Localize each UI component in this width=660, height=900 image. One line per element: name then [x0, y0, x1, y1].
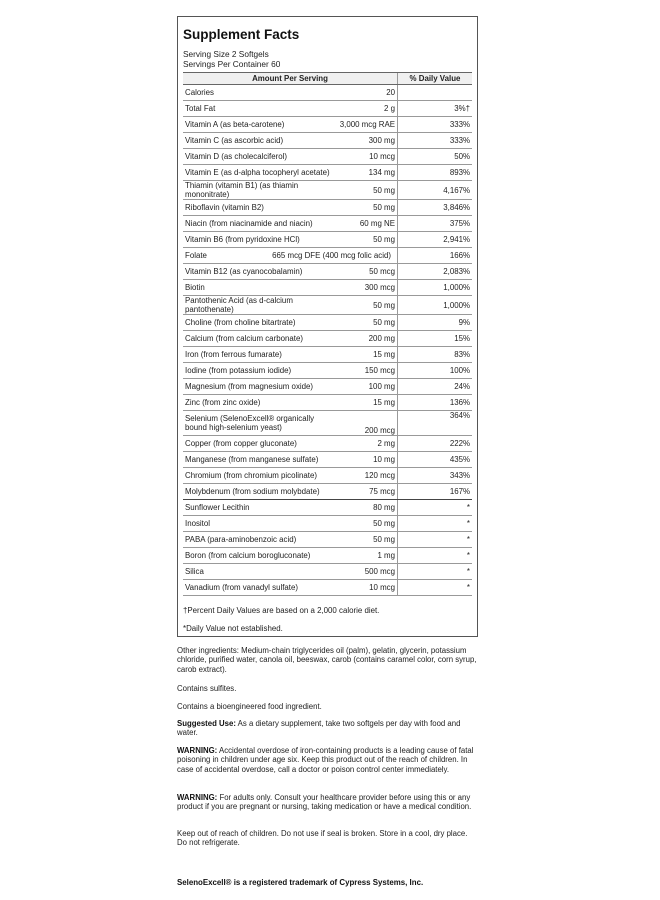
- adults-warning-text: For adults only. Consult your healthcare provider before using this or any product if you are pregnant or nursing, taking medication or have a medical condition.: [177, 793, 472, 812]
- nutrient-amount: 50 mg: [338, 232, 398, 248]
- facts-row: [183, 580, 472, 596]
- nutrient-daily-value: 2,941%: [398, 232, 473, 248]
- nutrient-amount: 2 mg: [338, 436, 398, 452]
- nutrient-name: Riboflavin (vitamin B2): [183, 200, 338, 216]
- nutrient-amount: 50 mg: [338, 315, 398, 331]
- suggested-use-text: As a dietary supplement, take two softgels per day with food and water.: [177, 719, 461, 738]
- nutrient-amount: 75 mcg: [338, 484, 398, 500]
- nutrient-daily-value: 1,000%: [398, 296, 473, 315]
- nutrient-daily-value: *: [398, 564, 473, 580]
- footnote-calorie-diet: †Percent Daily Values are based on a 2,000 calorie diet.: [183, 606, 380, 616]
- facts-row: [183, 165, 472, 181]
- facts-row: [183, 248, 472, 264]
- facts-row: [183, 149, 472, 165]
- nutrient-amount: 80 mg: [338, 500, 398, 516]
- bioengineered-note: [177, 702, 477, 711]
- facts-row: [183, 200, 472, 216]
- facts-row: [183, 280, 472, 296]
- nutrient-name: Vitamin C (as ascorbic acid): [183, 133, 338, 149]
- nutrient-name: Selenium (SelenoExcell® organically bound high-selenium yeast): [183, 411, 338, 436]
- iron-warning-text: Accidental overdose of iron-containing products is a leading cause of fatal poisoning in children under age six. Keep this product out of the reach of children. In case of accidental overdose, call a doctor or poison control center immediately.: [177, 746, 474, 774]
- nutrient-daily-value: 1,000%: [398, 280, 473, 296]
- sulfites-note: [177, 684, 477, 693]
- nutrient-daily-value: 222%: [398, 436, 473, 452]
- bioengineered-text: Contains a bioengineered food ingredient.: [177, 702, 322, 711]
- adults-warning-label: WARNING:: [177, 793, 218, 802]
- nutrient-name: Folate: [185, 251, 207, 261]
- facts-row: [183, 133, 472, 149]
- adults-warning: [177, 793, 477, 812]
- nutrient-amount: 15 mg: [338, 347, 398, 363]
- facts-row: [183, 363, 472, 379]
- facts-row: [183, 379, 472, 395]
- nutrient-daily-value: *: [398, 532, 473, 548]
- nutrient-name: Silica: [183, 564, 338, 580]
- suggested-use-label: Suggested Use:: [177, 719, 236, 728]
- nutrient-amount: 10 mcg: [338, 149, 398, 165]
- nutrient-name: Niacin (from niacinamide and niacin): [183, 216, 338, 232]
- nutrient-amount: 50 mg: [338, 200, 398, 216]
- nutrient-name: Magnesium (from magnesium oxide): [183, 379, 338, 395]
- facts-row: [183, 500, 472, 516]
- nutrient-daily-value: 100%: [398, 363, 473, 379]
- iron-warning-label: WARNING:: [177, 746, 218, 755]
- nutrient-daily-value: *: [398, 580, 473, 596]
- nutrient-daily-value: 50%: [398, 149, 473, 165]
- nutrient-name: Vitamin B12 (as cyanocobalamin): [183, 264, 338, 280]
- nutrient-name: Thiamin (vitamin B1) (as thiamin mononitrate): [183, 181, 338, 200]
- nutrient-name: Calories: [183, 85, 338, 101]
- nutrient-amount: 134 mg: [338, 165, 398, 181]
- footnote-dv-not-established: *Daily Value not established.: [183, 624, 283, 634]
- sulfites-text: Contains sulfites.: [177, 684, 237, 693]
- nutrient-daily-value: 364%: [398, 411, 473, 436]
- nutrient-amount: 100 mg: [338, 379, 398, 395]
- nutrient-daily-value: 24%: [398, 379, 473, 395]
- nutrient-name: Calcium (from calcium carbonate): [183, 331, 338, 347]
- nutrient-amount: 120 mcg: [338, 468, 398, 484]
- facts-row: [183, 117, 472, 133]
- nutrient-name: Iodine (from potassium iodide): [183, 363, 338, 379]
- nutrient-daily-value: 343%: [398, 468, 473, 484]
- nutrient-amount: 2 g: [338, 101, 398, 117]
- nutrient-daily-value: 2,083%: [398, 264, 473, 280]
- facts-row: [183, 395, 472, 411]
- facts-row: [183, 315, 472, 331]
- nutrient-daily-value: *: [398, 548, 473, 564]
- header-daily-value: % Daily Value: [398, 73, 473, 85]
- nutrient-amount: 1 mg: [338, 548, 398, 564]
- nutrient-amount: 10 mg: [338, 452, 398, 468]
- facts-row: [183, 468, 472, 484]
- nutrient-name: PABA (para-aminobenzoic acid): [183, 532, 338, 548]
- nutrient-name: Vitamin D (as cholecalciferol): [183, 149, 338, 165]
- nutrient-name: Sunflower Lecithin: [183, 500, 338, 516]
- nutrient-amount: 50 mg: [338, 181, 398, 200]
- nutrient-name: Manganese (from manganese sulfate): [183, 452, 338, 468]
- nutrient-daily-value: *: [398, 516, 473, 532]
- supplement-facts-panel: [177, 16, 478, 637]
- nutrient-amount: 200 mg: [338, 331, 398, 347]
- facts-row: [183, 331, 472, 347]
- nutrient-name: Zinc (from zinc oxide): [183, 395, 338, 411]
- nutrient-amount: 15 mg: [338, 395, 398, 411]
- facts-row: [183, 548, 472, 564]
- facts-row: [183, 411, 472, 436]
- nutrient-daily-value: 136%: [398, 395, 473, 411]
- facts-row: [183, 101, 472, 117]
- nutrient-amount: 50 mg: [338, 296, 398, 315]
- facts-row-name-amount: [183, 248, 398, 264]
- nutrient-amount: 300 mg: [338, 133, 398, 149]
- nutrient-daily-value: 166%: [398, 248, 473, 264]
- nutrient-daily-value: *: [398, 500, 473, 516]
- nutrient-name: Vitamin B6 (from pyridoxine HCl): [183, 232, 338, 248]
- nutrient-daily-value: 3%†: [398, 101, 473, 117]
- nutrient-daily-value: 333%: [398, 117, 473, 133]
- nutrient-amount: 20: [338, 85, 398, 101]
- facts-row: [183, 264, 472, 280]
- facts-header-row: [183, 73, 472, 85]
- nutrient-daily-value: 9%: [398, 315, 473, 331]
- nutrient-name: Copper (from copper gluconate): [183, 436, 338, 452]
- nutrient-amount: 665 mcg DFE (400 mcg folic acid): [272, 251, 391, 261]
- nutrient-amount: 500 mcg: [338, 564, 398, 580]
- serving-info: [183, 50, 472, 69]
- facts-row: [183, 564, 472, 580]
- nutrient-daily-value: [398, 85, 473, 101]
- nutrient-daily-value: 375%: [398, 216, 473, 232]
- facts-row: [183, 216, 472, 232]
- nutrient-amount: 50 mcg: [338, 264, 398, 280]
- nutrient-amount: 50 mg: [338, 516, 398, 532]
- nutrient-name: Vitamin E (as d-alpha tocopheryl acetate): [183, 165, 338, 181]
- nutrient-amount: 50 mg: [338, 532, 398, 548]
- facts-row: [183, 296, 472, 315]
- nutrient-daily-value: 333%: [398, 133, 473, 149]
- servings-per-container: Servings Per Container 60: [183, 58, 281, 69]
- nutrient-name: Total Fat: [183, 101, 338, 117]
- facts-row: [183, 484, 472, 500]
- suggested-use: [177, 719, 477, 738]
- facts-row: [183, 181, 472, 200]
- nutrient-daily-value: 3,846%: [398, 200, 473, 216]
- nutrient-amount: 150 mcg: [338, 363, 398, 379]
- storage-note: [177, 829, 477, 848]
- facts-table: [183, 72, 472, 596]
- nutrient-name: Vitamin A (as beta-carotene): [183, 117, 338, 133]
- nutrient-daily-value: 167%: [398, 484, 473, 500]
- storage-text: Keep out of reach of children. Do not use if seal is broken. Store in a cool, dry place. Do not refrigerate.: [177, 829, 468, 848]
- nutrient-name: Molybdenum (from sodium molybdate): [183, 484, 338, 500]
- nutrient-daily-value: 893%: [398, 165, 473, 181]
- facts-body: [183, 85, 472, 596]
- nutrient-amount: 60 mg NE: [338, 216, 398, 232]
- other-ingredients: [177, 646, 477, 674]
- nutrient-name: Iron (from ferrous fumarate): [183, 347, 338, 363]
- nutrient-amount: 300 mcg: [338, 280, 398, 296]
- facts-row: [183, 452, 472, 468]
- nutrient-name: Biotin: [183, 280, 338, 296]
- nutrient-daily-value: 4,167%: [398, 181, 473, 200]
- nutrient-daily-value: 435%: [398, 452, 473, 468]
- nutrient-amount: 10 mcg: [338, 580, 398, 596]
- nutrient-name: Boron (from calcium borogluconate): [183, 548, 338, 564]
- nutrient-name: Pantothenic Acid (as d-calcium pantothenate): [183, 296, 338, 315]
- facts-row: [183, 347, 472, 363]
- iron-warning: [177, 746, 477, 774]
- other-ingredients-text: Other ingredients: Medium-chain triglycerides oil (palm), gelatin, glycerin, potassium chloride, purified water, canola oil, beeswax, carob (contains caramel color, corn syrup, carob extract).: [177, 646, 477, 674]
- facts-row: [183, 436, 472, 452]
- serving-size: Serving Size 2 Softgels: [183, 49, 269, 59]
- nutrient-name: Chromium (from chromium picolinate): [183, 468, 338, 484]
- facts-row: [183, 532, 472, 548]
- nutrient-name: Inositol: [183, 516, 338, 532]
- nutrient-name: Vanadium (from vanadyl sulfate): [183, 580, 338, 596]
- facts-row: [183, 516, 472, 532]
- nutrient-daily-value: 15%: [398, 331, 473, 347]
- facts-row: [183, 232, 472, 248]
- nutrient-amount: 200 mcg: [338, 411, 398, 436]
- facts-row: [183, 85, 472, 101]
- panel-title: Supplement Facts: [183, 27, 300, 42]
- header-amount: Amount Per Serving: [183, 73, 398, 85]
- trademark-note: SelenoExcell® is a registered trademark of Cypress Systems, Inc.: [177, 878, 424, 887]
- nutrient-amount: 3,000 mcg RAE: [338, 117, 398, 133]
- nutrient-daily-value: 83%: [398, 347, 473, 363]
- nutrient-name: Choline (from choline bitartrate): [183, 315, 338, 331]
